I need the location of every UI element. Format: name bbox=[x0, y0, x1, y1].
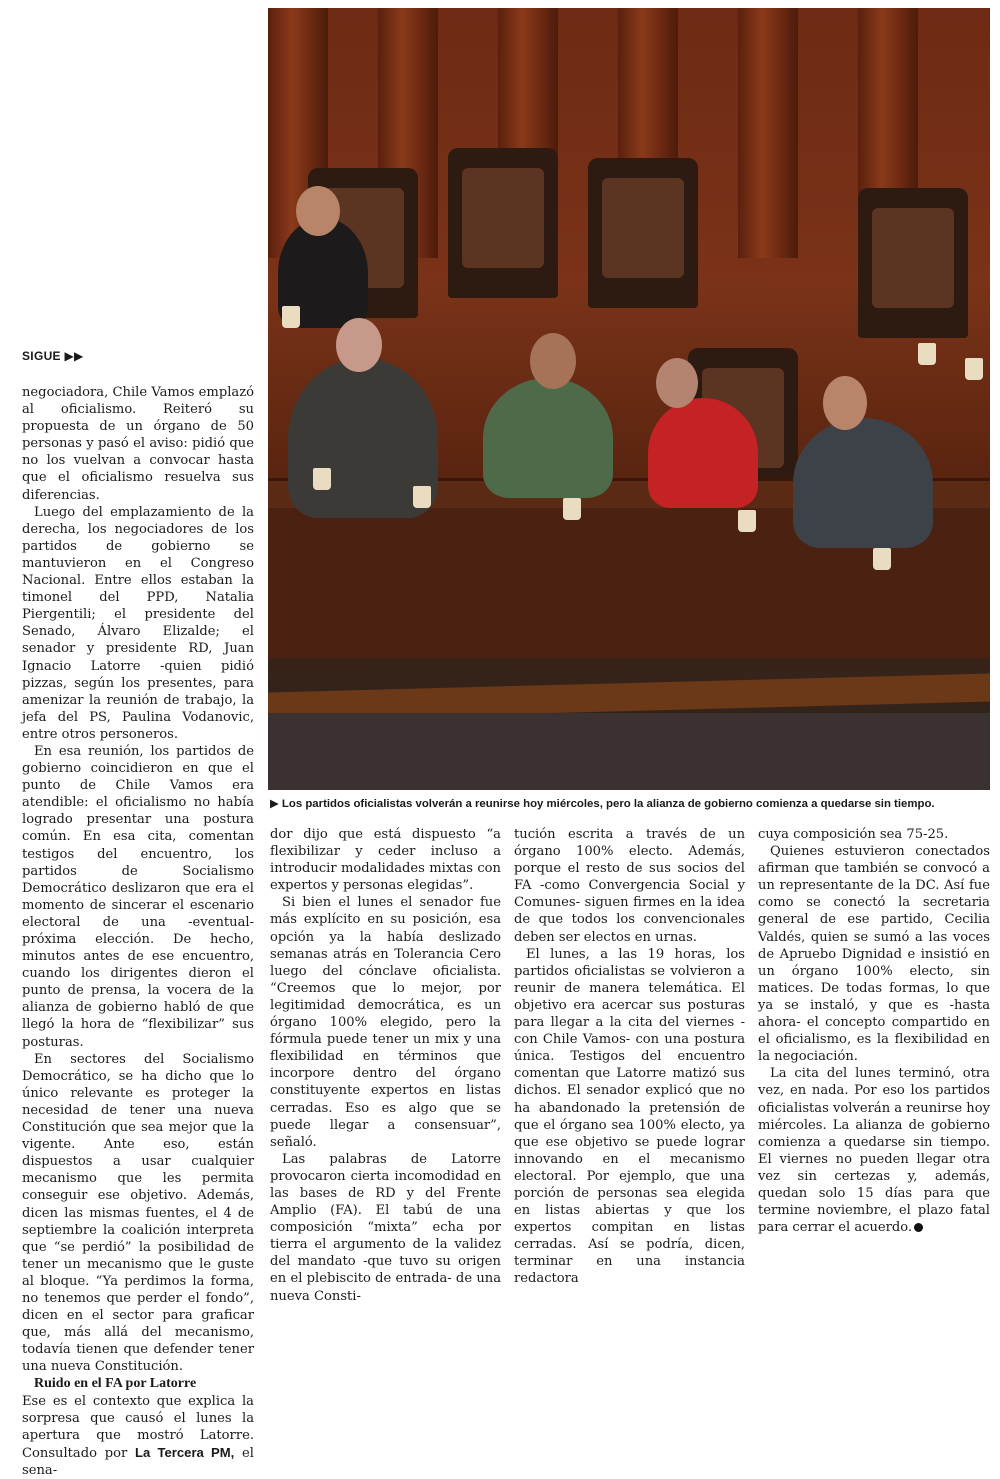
paragraph: Quienes estuvieron conectados afirman que también se convocó a un representante de la DC. Así fue como se conectó la secretaria general de ese partido, Cecilia Valdés, quien se sumó a las voces de Apruebo Dignidad e insistió en un órgano 100% electo, sin matices. De todas formas, lo que ya se instaló, y que es -hasta ahora- el concepto compartido en el oficialismo, es la flexibilidad en la negociación. bbox=[758, 844, 990, 1065]
continued-marker: SIGUE ▶▶ bbox=[22, 349, 84, 363]
paragraph: Las palabras de Latorre provocaron cierta incomodidad en las bases de RD y del Frente Amplio (FA). El tabú de una composición “mixta” echa por tierra el argumento de la validez del mandato -que tuvo su origen en el plebiscito de entrada- de una nueva Consti- bbox=[270, 1151, 501, 1304]
paragraph: Si bien el lunes el senador fue más explícito en su posición, esa opción ya la había deslizado semanas atrás en Tolerancia Cero luego del cónclave oficialista. “Creemos que lo mejor, por legitimidad democrática, es un órgano 100% elegido, pero la fórmula puede tener un mix y una flexibilidad en términos que incorpore dentro del órgano constituyente expertos en listas cerradas. Eso es algo que se puede llegar a consensuar”, señaló. bbox=[270, 895, 501, 1150]
paragraph-text: La cita del lunes terminó, otra vez, en nada. Por eso los partidos oficialistas volverán a reunirse hoy miércoles. La alianza de gobierno comienza a quedarse sin tiempo. El viernes no pueden llegar otra vez sin certezas y, además, quedan solo 15 días para que termine noviembre, el plazo fatal para cerrar el acuerdo. bbox=[758, 1066, 990, 1236]
paragraph: dor dijo que está dispuesto “a flexibilizar y ceder incluso a introducir modalidades mixtas con expertos y personas elegidas”. bbox=[270, 827, 501, 894]
paragraph bbox=[758, 1065, 990, 1236]
paragraph: En esa reunión, los partidos de gobierno coincidieron en que el punto de Chile Vamos era atendible: el oficialismo no había logrado presentar una postura común. En esa cita, comentan testigos del encuentro, los partidos de Socialismo Democrático deslizaron que era el momento de sincerar el escenario electoral de una -eventual- próxima elección. De hecho, minutos antes de ese encuentro, cuando los dirigentes dieron el punto de prensa, la vocera de la alianza de gobierno habló de que llegó la hora de “flexibilizar” sus posturas. bbox=[22, 743, 254, 1050]
photo-caption: ▶ Los partidos oficialistas volverán a reunirse hoy miércoles, pero la alianza de gobierno comienza a quedarse sin tiempo. bbox=[270, 798, 935, 810]
paragraph: Luego del emplazamiento de la derecha, los negociadores de los partidos de gobierno se mantuvieron en el Congreso Nacional. Entre ellos estaban la timonel del PPD, Natalia Piergentili; el presidente del Senado, Álvaro Elizalde; el senador y presidente RD, Juan Ignacio Latorre -quien pidió pizzas, según los presentes, para amenizar la reunión de trabajo, la jefa del PS, Paulina Vodanovic, entre otros personeros. bbox=[22, 504, 254, 742]
paragraph bbox=[22, 1393, 254, 1479]
article-column-1 bbox=[22, 384, 254, 1479]
article-column-3 bbox=[514, 826, 745, 1288]
paragraph: En sectores del Socialismo Democrático, se ha dicho que lo único relevante es proteger la necesidad de tener una nueva Constitución que sea mejor que la vigente. Ante eso, están dispuestos a usar cualquier mecanismo que les permita conseguir ese objetivo. Además, dicen las mismas fuentes, el 4 de septiembre la coalición interpreta que “se perdió” la posibilidad de tener un mecanismo que le guste al bloque. “Ya perdimos la forma, no tenemos que perder el fondo”, dicen en el sector para graficar que, más allá del mecanismo, todavía tienen que defender tener una nueva Constitución. bbox=[22, 1051, 254, 1375]
paragraph: cuya composición sea 75-25. bbox=[758, 827, 949, 842]
article-column-2 bbox=[270, 826, 501, 1305]
paragraph-text: el sena- bbox=[22, 1445, 254, 1478]
paragraph-text: Ese es el contexto que explica la sorpresa que causó el lunes la apertura que mostró Latorre. Consultado por bbox=[22, 1393, 254, 1461]
photo-senate-meeting bbox=[268, 8, 990, 790]
publication-reference: La Tercera PM, bbox=[135, 1444, 235, 1460]
section-subhead: Ruido en el FA por Latorre bbox=[34, 1376, 197, 1392]
end-of-article-icon bbox=[914, 1223, 923, 1232]
article-column-4 bbox=[758, 826, 990, 1236]
paragraph: tución escrita a través de un órgano 100% electo. Además, porque el resto de sus socios del FA -como Convergencia Social y Comunes- siguen firmes en la idea de que todos los convencionales deben ser electos en urnas. bbox=[514, 827, 745, 945]
paragraph: El lunes, a las 19 horas, los partidos oficialistas se volvieron a reunir de manera telemática. El objetivo era acercar sus posturas para llegar a la cita del viernes -con Chile Vamos- con una postura única. Testigos del encuentro comentan que Latorre matizó sus dichos. El senador explicó que no ha abandonado la pretensión de que el órgano sea 100% electo, ya que ese objetivo se puede lograr innovando en el mecanismo electoral. Por ejemplo, que una porción de personas sea elegida en listas abiertas y que los expertos compitan en listas cerradas. Así se podría, dicen, terminar en una instancia redactora bbox=[514, 946, 745, 1287]
paragraph: negociadora, Chile Vamos emplazó al oficialismo. Reiteró su propuesta de un órgano de 50 personas y pasó el aviso: pidió que no los vuelvan a convocar hasta que el oficialismo resuelva sus diferencias. bbox=[22, 385, 254, 503]
